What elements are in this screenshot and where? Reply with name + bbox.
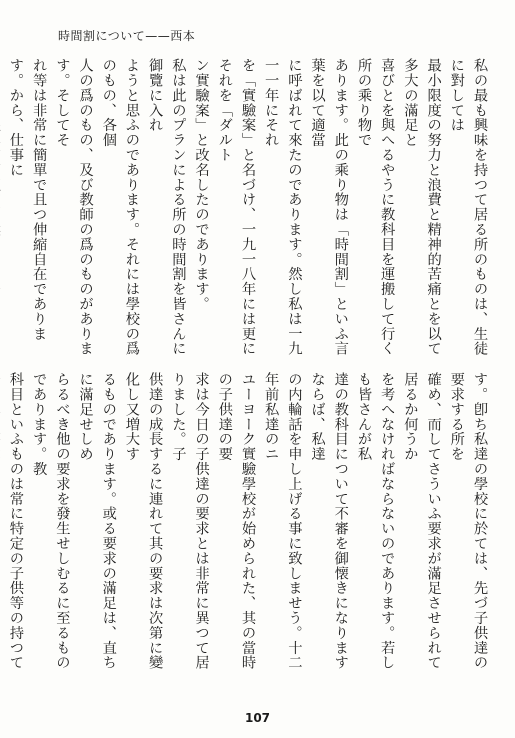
- page-number: 107: [244, 711, 271, 725]
- text-line: ようと思ふのであります。それには學校の爲のもの、各個: [100, 58, 140, 356]
- upper-text-column: [7, 58, 491, 358]
- text-line: 喜びとを與へるやうに教科目を運搬して行く所の乘り物で: [355, 58, 396, 356]
- text-line: 私の最も興味を持つて居る所のものは、生徒に對しては: [448, 58, 488, 356]
- text-line: 科目といふものは常に特定の子供等の持つて: [7, 372, 24, 670]
- text-line: れ等は非常に簡單で且つ伸縮自在であります。から、仕事に: [7, 58, 48, 342]
- text-line: あります。此の乘り物は「時間割」といふ言葉を以て適當: [309, 58, 349, 356]
- text-line: 供達の成長するに連れて其の要求は次第に變化し又増大す: [123, 372, 164, 670]
- text-line: るものであります。或る要求の滿足は、直ちに滿足せしめ: [77, 372, 117, 670]
- text-line: を「實驗案」と名づけ、一九一八年には更にそれを「ダルト: [216, 58, 256, 356]
- text-line: [0, 58, 4, 358]
- text-line: らるべき他の要求を發生せしむるに至るものであります。教: [31, 372, 71, 670]
- text-line: 求は今日の子供達の要求とは非常に異つて居りました。子: [170, 372, 210, 670]
- text-line: す。卽ち私達の學校に於ては、先づ子供達の要求する所を: [448, 372, 488, 670]
- text-line: に呼ばれて來たのであります。然し私は一九一一年にそれ: [263, 58, 303, 356]
- text-line: 人の爲のもの、及び教師の爲のものがあります。そしてそ: [54, 58, 94, 356]
- text-line: 確め、而してさういふ要求が滿足させられて居るか何うか: [402, 372, 442, 670]
- text-line: を考へなければならないのであります。若しも皆さんが私: [355, 372, 396, 670]
- text-line: 達の教科目について不審を御懐きになりますならば、私達: [309, 372, 349, 670]
- text-line: 最小限度の努力と浪費と精神的苦痛とを以て多大の滿足と: [402, 58, 442, 356]
- text-line: ユーヨーク實驗學校が始められた、其の當時の子供達の要: [216, 372, 256, 670]
- text-line: の内輪話を申し上げる事に致しませう。十二年前私達のニ: [263, 372, 303, 670]
- running-head: 時間割について——西本: [58, 29, 196, 43]
- text-line: ン實驗案」と改名したのであります。: [193, 58, 210, 312]
- lower-text-column: [7, 372, 491, 672]
- text-line: 私は此のプランによる所の時間割を皆さんに御覽に入れ: [147, 58, 187, 356]
